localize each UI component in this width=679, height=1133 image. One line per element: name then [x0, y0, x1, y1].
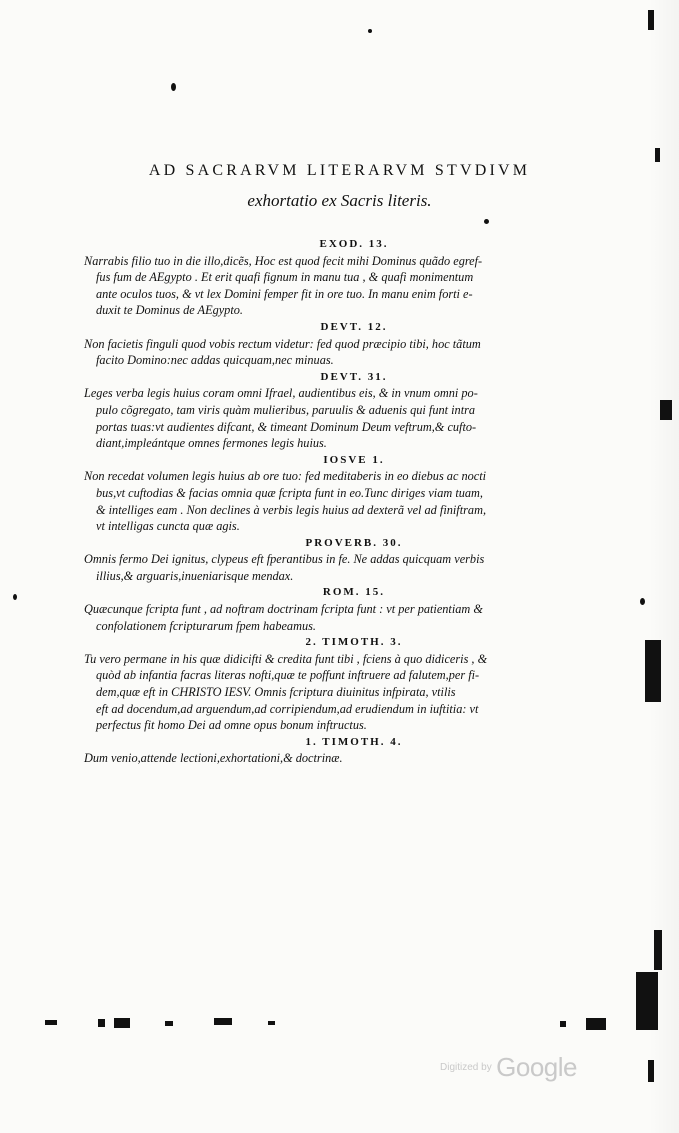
passage-text — [84, 336, 624, 369]
passage-line: & intelliges eam . Non declines à verbis legis huius ad dexterã vel ad finiftram, — [96, 502, 487, 517]
ink-smudge — [98, 1019, 105, 1027]
ink-smudge — [214, 1018, 232, 1025]
passage-text — [84, 253, 624, 319]
passage-text — [84, 601, 624, 634]
passage-line: facito Domino:nec addas quicquam,nec minuas. — [96, 353, 334, 368]
passage-reference: ROM. 15. — [322, 586, 386, 599]
passage-reference: DEVT. 31. — [320, 370, 388, 383]
watermark-brand: Google — [496, 1052, 577, 1082]
passage-line: fus fum de AEgypto . Et erit quafi fignum in manu tua , & quafi monimentum — [96, 270, 474, 285]
passage-line: portas tuas:vt audientes difcant, & timeant Dominum Deum veftrum,& cufto- — [96, 419, 477, 434]
page-subtitle: exhortatio ex Sacris literis. — [247, 191, 432, 210]
ink-speck — [13, 594, 17, 600]
passage-reference: EXOD. 13. — [319, 238, 389, 250]
passage-line: Non facietis finguli quod vobis rectum videtur: fed quod præcipio tibi, hoc tãtum — [84, 336, 481, 351]
passage-reference: 2. TIMOTH. 3. — [305, 636, 403, 649]
passage-reference: IOSVE 1. — [323, 453, 385, 466]
digitized-watermark — [440, 1052, 577, 1083]
passage-line: quòd ab infantia facras literas nofti,quæ te poffunt inftruere ad falutem,per fi- — [96, 668, 480, 683]
passage-text — [84, 651, 624, 734]
passage-text — [84, 385, 624, 451]
passage-line: duxit te Dominus de AEgypto. — [96, 303, 243, 318]
ink-smudge — [165, 1021, 173, 1026]
passage-line: diant,impleántque omnes fermones legis huius. — [96, 436, 327, 451]
passage-line: Omnis fermo Dei ignitus, clypeus eft fperantibus in fe. Ne addas quicquam verbis — [84, 552, 485, 567]
passage-text — [84, 750, 624, 767]
passage-reference: DEVT. 12. — [320, 320, 388, 333]
ink-blot — [648, 1060, 654, 1082]
passage-line: Quæcunque fcripta funt , ad noftram doctrinam fcripta funt : vt per patientiam & — [84, 602, 483, 617]
ink-smudge — [586, 1018, 606, 1030]
passage-line: vt intelligas cuncta quæ agis. — [96, 519, 240, 534]
passage-line: dem,quæ eft in CHRISTO IESV. Omnis fcriptura diuinitus infpirata, vtilis — [96, 685, 456, 700]
ink-speck — [368, 29, 372, 33]
passage-line: confolationem fcripturarum fpem habeamus. — [96, 618, 316, 633]
passage-line: bus,vt cuftodias & facias omnia quæ fcripta funt in eo.Tunc diriges viam tuam, — [96, 485, 483, 500]
ink-blot — [636, 972, 658, 1030]
ink-smudge — [268, 1021, 275, 1025]
ink-blot — [654, 930, 662, 970]
ink-speck — [640, 598, 645, 605]
passage-line: illius,& arguaris,inueniarisque mendax. — [96, 568, 294, 583]
passage-line: ante oculos tuos, & vt lex Domini femper fit in ore tuo. In manu enim forti e- — [96, 286, 473, 301]
scripture-passages — [84, 236, 624, 767]
ink-smudge — [45, 1020, 57, 1025]
passage-line: eft ad docendum,ad arguendum,ad corripiendum,ad erudiendum in iuftitia: vt — [96, 701, 479, 716]
passage-line: Tu vero permane in his quæ didicifti & credita funt tibi , fciens à quo didiceris , & — [84, 651, 488, 666]
passage-text — [84, 468, 624, 534]
ink-blot — [660, 400, 672, 420]
ink-speck — [171, 83, 176, 91]
passage-reference: PROVERB. 30. — [305, 536, 403, 549]
page-title: AD SACRARVM LITERARVM STVDIVM — [148, 162, 531, 179]
passage-line: pulo cõgregato, tam viris quàm mulieribus, paruulis & aduenis qui funt intra — [96, 402, 476, 417]
passage-line: Leges verba legis huius coram omni Ifrael, audientibus eis, & in vnum omni po- — [84, 386, 478, 401]
ink-blot — [645, 640, 661, 702]
ink-smudge — [114, 1018, 130, 1028]
passage-line: Narrabis filio tuo in die illo,dicẽs, Hoc est quod fecit mihi Dominus quãdo egref- — [84, 253, 483, 268]
passage-text — [84, 551, 624, 584]
ink-speck — [484, 219, 489, 224]
passage-line: Dum venio,attende lectioni,exhortationi,& doctrinæ. — [84, 751, 343, 766]
ink-blot — [655, 148, 660, 162]
passage-line: perfectus fit homo Dei ad omne opus bonum inftructus. — [96, 718, 367, 733]
ink-smudge — [560, 1021, 566, 1027]
ink-blot — [648, 10, 654, 30]
passage-reference: 1. TIMOTH. 4. — [305, 735, 403, 748]
watermark-small-text: Digitized by — [440, 1062, 492, 1073]
passage-line: Non recedat volumen legis huius ab ore tuo: fed meditaberis in eo diebus ac nocti — [84, 469, 487, 484]
